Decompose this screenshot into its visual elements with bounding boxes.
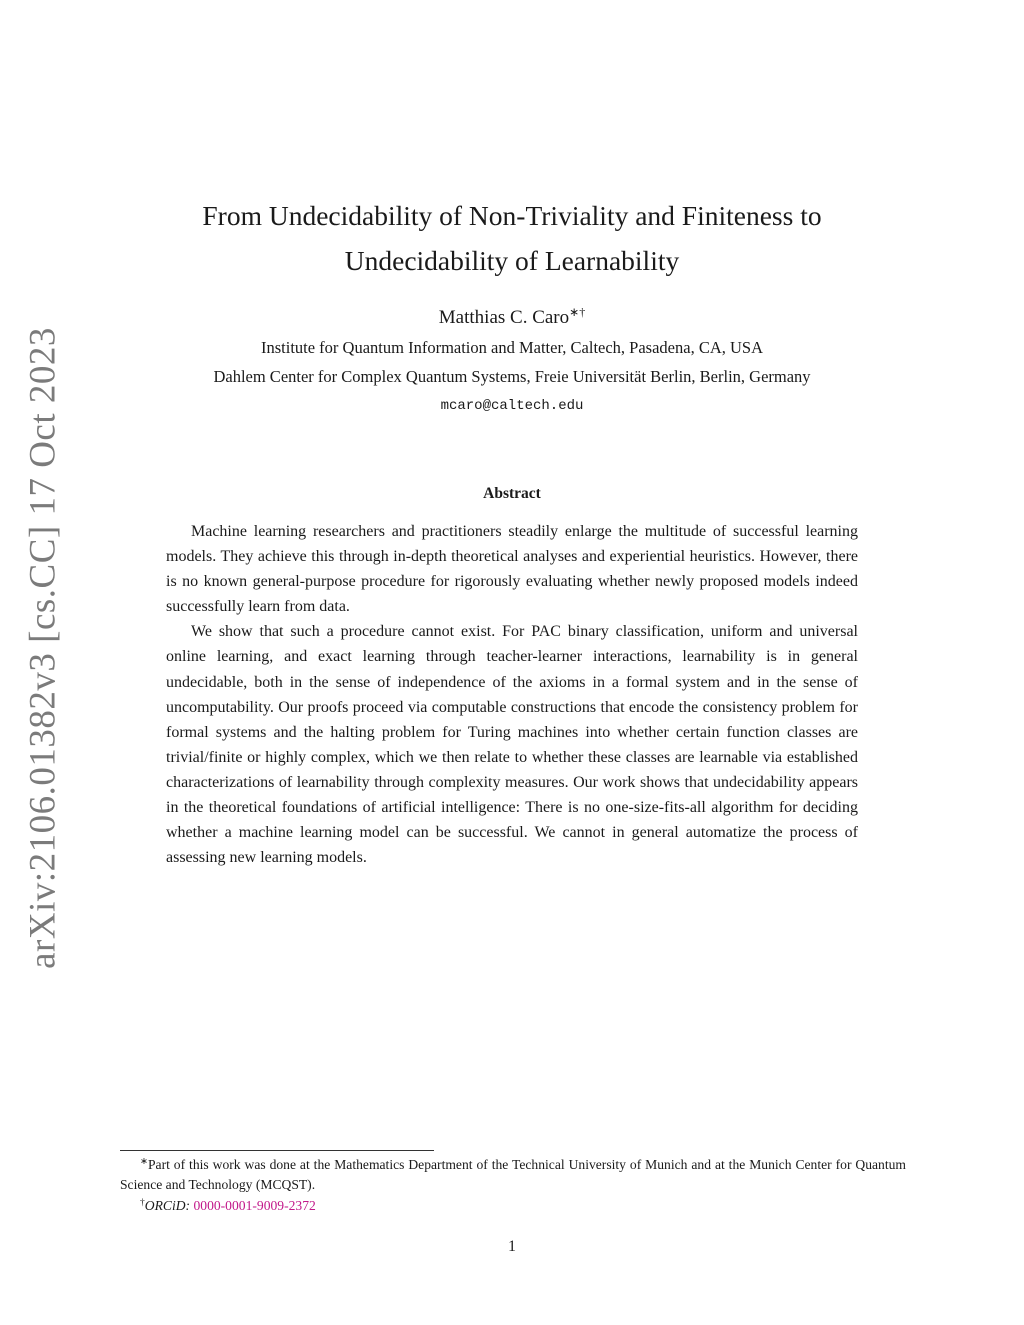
footnote-divider: [120, 1150, 434, 1151]
abstract-body: [166, 519, 858, 870]
footnote-1-text: Part of this work was done at the Mathematics Department of the Technical University of Munich and at the Munich Center for Quantum Science and Technology (MCQST).: [120, 1157, 906, 1192]
author-line: [120, 305, 904, 329]
orcid-link[interactable]: 0000-0001-9009-2372: [193, 1198, 316, 1213]
affiliation-1: Institute for Quantum Information and Matter, Caltech, Pasadena, CA, USA: [260, 338, 764, 357]
abstract-paragraph-2: We show that such a procedure cannot exist. For PAC binary classification, uniform and universal online learning, and exact learning through teacher-learner interactions, learnability is in general undecidable, both in the sense of independence of the axioms in a formal system and in the sense of uncomputability. Our proofs proceed via computable constructions that encode the consistency problem for formal systems and the halting problem for Turing machines into whether certain function classes are trivial/finite or highly complex, which we then relate to whether these classes are learnable via established characterizations of learnability through complexity measures. Our work shows that undecidability appears in the theoretical foundations of artificial intelligence: There is no one-size-fits-all algorithm for deciding whether a machine learning model can be successful. We cannot in general automatize the process of assessing new learning models.: [166, 623, 858, 867]
title-line-2: Undecidability of Learnability: [344, 245, 680, 276]
author-email[interactable]: mcaro@caltech.edu: [440, 398, 584, 414]
orcid-label: ORCiD:: [144, 1198, 191, 1213]
footnote-2-mark: †: [140, 1198, 145, 1208]
title-line-1: From Undecidability of Non-Triviality and Finiteness to: [202, 200, 822, 231]
paper-title: [120, 193, 904, 283]
author-name: Matthias C. Caro: [438, 307, 570, 328]
footnote-1: [120, 1153, 906, 1194]
footnote-1-mark: ∗: [140, 1157, 148, 1167]
author-footnote-marks: ∗†: [569, 305, 586, 319]
page-number: 1: [508, 1238, 516, 1255]
footnote-2: [120, 1194, 906, 1216]
abstract-paragraph-1: Machine learning researchers and practitioners steadily enlarge the multitude of successful learning models. They achieve this through in-depth theoretical analyses and experiential heuristics. However, there is no known general-purpose procedure for rigorously evaluating whether newly proposed models indeed successfully learn from data.: [166, 523, 858, 616]
affiliation-2: Dahlem Center for Complex Quantum Systems, Freie Universität Berlin, Berlin, Germany: [213, 367, 811, 386]
footnotes: [120, 1153, 906, 1216]
abstract-heading: Abstract: [483, 485, 541, 502]
arxiv-identifier-stamp: arXiv:2106.01382v3 [cs.CC] 17 Oct 2023: [22, 327, 64, 969]
